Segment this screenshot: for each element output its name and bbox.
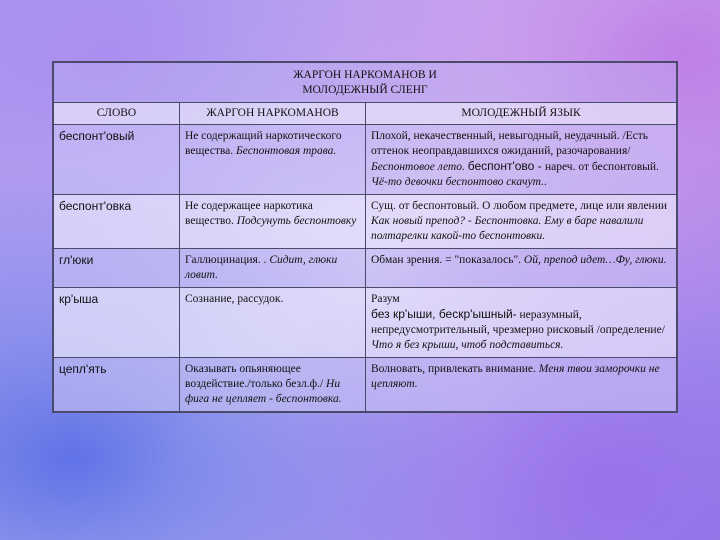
table-row (54, 288, 677, 358)
example-text: Что я без крыши, чтоб подставиться. (371, 339, 564, 351)
definition-text: Оказывать опьяняющее воздействие./только безл.ф./ (185, 363, 324, 390)
slang-table-container (52, 61, 678, 413)
slang-table (53, 62, 677, 412)
derived-definition: неразумный, непредусмотрительный, чрезмерно рисковый /определение/ (371, 309, 665, 336)
youth-language-cell (366, 358, 677, 412)
word-cell: беспонт'овый (54, 125, 180, 195)
word-cell: цепл'ять (54, 358, 180, 412)
definition-text: Сознание, рассудок. (185, 293, 284, 305)
example-text: Беспонтовая трава. (235, 145, 337, 157)
word-cell: кр'ыша (54, 288, 180, 358)
youth-language-cell (366, 288, 677, 358)
drug-jargon-cell (180, 125, 366, 195)
word-cell: беспонт'овка (54, 195, 180, 249)
word-cell: гл'юки (54, 249, 180, 288)
example-text: Беспонтовое лето. (371, 161, 465, 173)
definition-text: Разум (371, 293, 400, 305)
derived-definition: нареч. от беспонтовый. (544, 161, 659, 173)
table-title-line2: МОЛОДЕЖНЫЙ СЛЕНГ (302, 84, 428, 96)
drug-jargon-cell (180, 195, 366, 249)
example-text: Подсунуть беспонтовку (236, 215, 357, 227)
drug-jargon-cell (180, 249, 366, 288)
definition-text: Обман зрения. = "показалось". (371, 254, 522, 266)
table-header-row (54, 103, 677, 125)
header-drug-jargon: ЖАРГОН НАРКОМАНОВ (180, 103, 366, 125)
header-youth-language: МОЛОДЕЖНЫЙ ЯЗЫК (366, 103, 677, 125)
definition-text: Не содержащий наркотического вещества. (185, 130, 342, 157)
example-text: Как новый препод? - Беспонтовка. Ему в баре навалили полтарелки какой-то беспонтовки. (371, 215, 644, 242)
drug-jargon-cell (180, 288, 366, 358)
header-word: СЛОВО (54, 103, 180, 125)
derived-word: беспонт'ово - (467, 159, 545, 173)
table-row (54, 249, 677, 288)
example-text: Чё-то девочки беспонтово скачут. (371, 176, 544, 188)
example-text: Сидит, глюки ловит. (185, 254, 338, 281)
punctuation: . (543, 176, 547, 188)
table-row (54, 125, 677, 195)
youth-language-cell (366, 195, 677, 249)
example-text: Ой, препод идет…Фу, глюки. (523, 254, 667, 266)
table-title (54, 63, 677, 103)
example-text: Ни фига не цепляет - беспонтовка. (185, 378, 342, 405)
definition-text: Не содержащее наркотика вещество. (185, 200, 313, 227)
definition-text: Сущ. от беспонтовый. О любом предмете, лице или явлении (371, 200, 668, 212)
table-title-line1: ЖАРГОН НАРКОМАНОВ И (293, 69, 437, 81)
table-title-row (54, 63, 677, 103)
example-text: Меня твои заморочки не цепляют. (371, 363, 660, 390)
youth-language-cell (366, 125, 677, 195)
drug-jargon-cell (180, 358, 366, 412)
table-row (54, 195, 677, 249)
derived-word: без кр'ыши, бескр'ышный- (371, 307, 517, 321)
definition-text: Галлюцинация. . (185, 254, 267, 266)
youth-language-cell (366, 249, 677, 288)
definition-text: Плохой, некачественный, невыгодный, неудачный. /Есть оттенок неоправдавшихся ожиданий, разочарования/ (371, 130, 649, 157)
definition-text: Волновать, привлекать внимание. (371, 363, 536, 375)
table-row (54, 358, 677, 412)
